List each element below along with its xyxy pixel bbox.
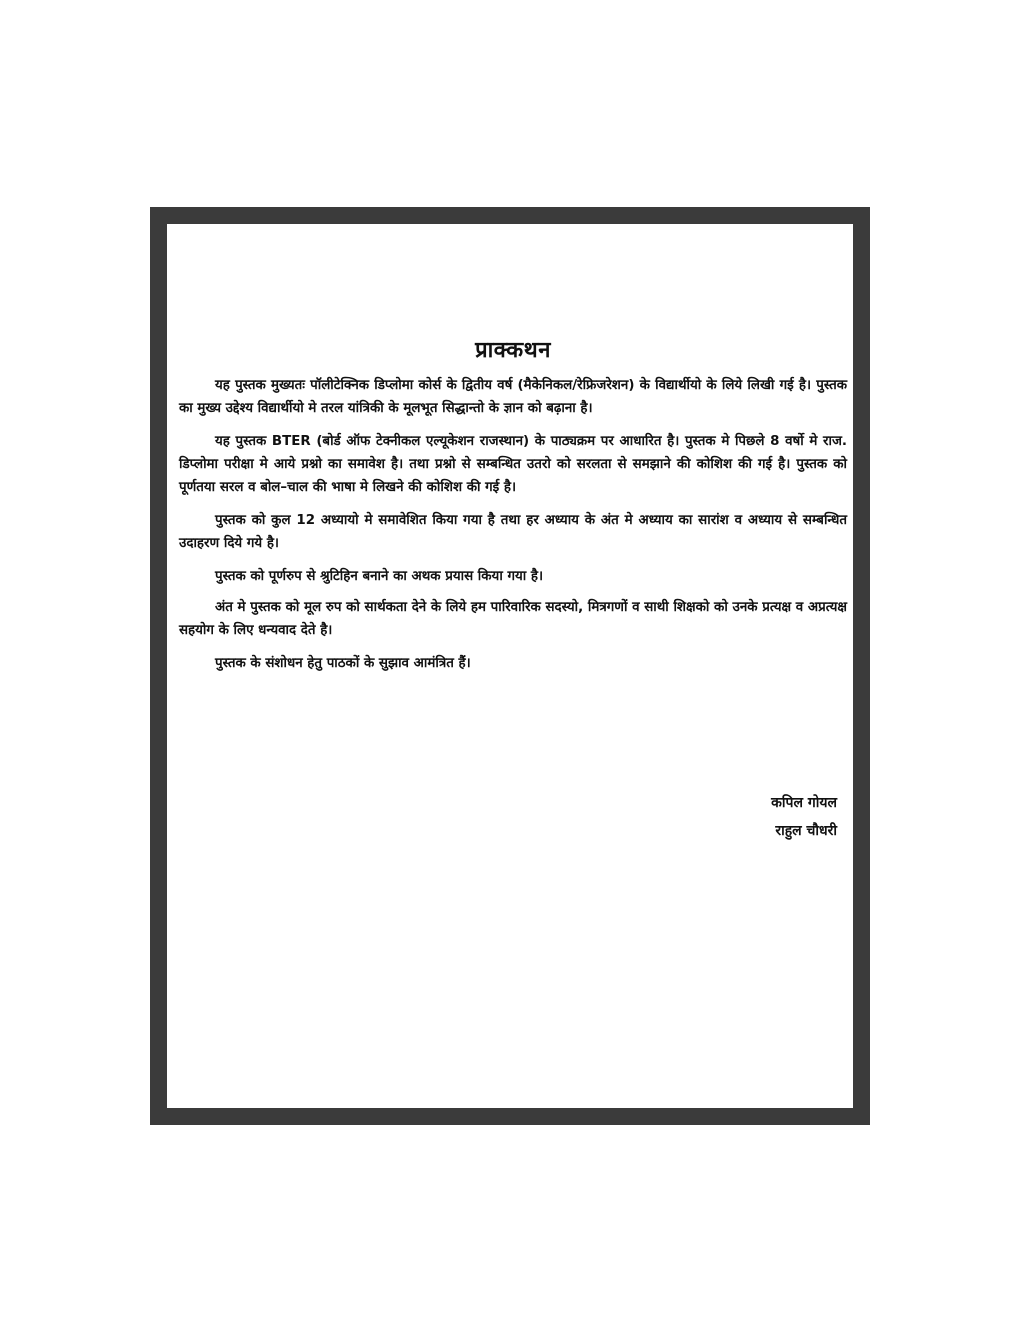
page-content-area [167,224,853,1108]
page-border-frame [150,207,870,1125]
preface-heading: प्राक्कथन [475,338,551,363]
preface-paragraph-4: पुस्तक को पूर्णरुप से श्रुटिहिन बनाने का अथक प्रयास किया गया है। [215,569,544,584]
preface-paragraph-3: पुस्तक को कुल 12 अध्यायो मे समावेशित किया गया है तथा हर अध्याय के अंत मे अध्याय का सारांश व अध्याय से सम्बन्धित उदाहरण दिये गये है। [179,513,847,551]
preface-paragraph-6: पुस्तक के संशोधन हेतु पाठकों के सुझाव आमंत्रित हैं। [215,656,471,671]
author-name-2: राहुल चौधरी [775,823,837,839]
author-signature-block [771,789,837,845]
preface-body [179,334,847,685]
preface-paragraph-2: यह पुस्तक BTER (बोर्ड ऑफ टेक्नीकल एल्यूकेशन राजस्थान) के पाठ्यक्रम पर आधारित है। पुस्तक मे पिछले 8 वर्षो मे राज. डिप्लोमा परीक्षा मे आये प्रश्नो का समावेश है। तथा प्रश्नो से सम्बन्धित उतरो को सरलता से समझाने की कोशिश की गई है। पुस्तक को पूर्णतया सरल व बोल–चाल की भाषा मे लिखने की कोशिश की गई है। [179,434,847,495]
preface-paragraph-1: यह पुस्तक मुख्यतः पॉलीटेक्निक डिप्लोमा कोर्स के द्वितीय वर्ष (मैकेनिकल/रेफ्रिजरेशन) के विद्यार्थीयो के लिये लिखी गई है। पुस्तक का मुख्य उद्देश्य विद्यार्थीयो मे तरल यांत्रिकी के मूलभूत सिद्धान्तो के ज्ञान को बढ़ाना है। [179,378,847,416]
author-name-1: कपिल गोयल [771,795,837,811]
preface-paragraph-5: अंत मे पुस्तक को मूल रुप को सार्थकता देने के लिये हम पारिवारिक सदस्यो, मित्रगणों व साथी शिक्षको को उनके प्रत्यक्ष व अप्रत्यक्ष सहयोग के लिए धन्यवाद देते है। [179,600,847,638]
